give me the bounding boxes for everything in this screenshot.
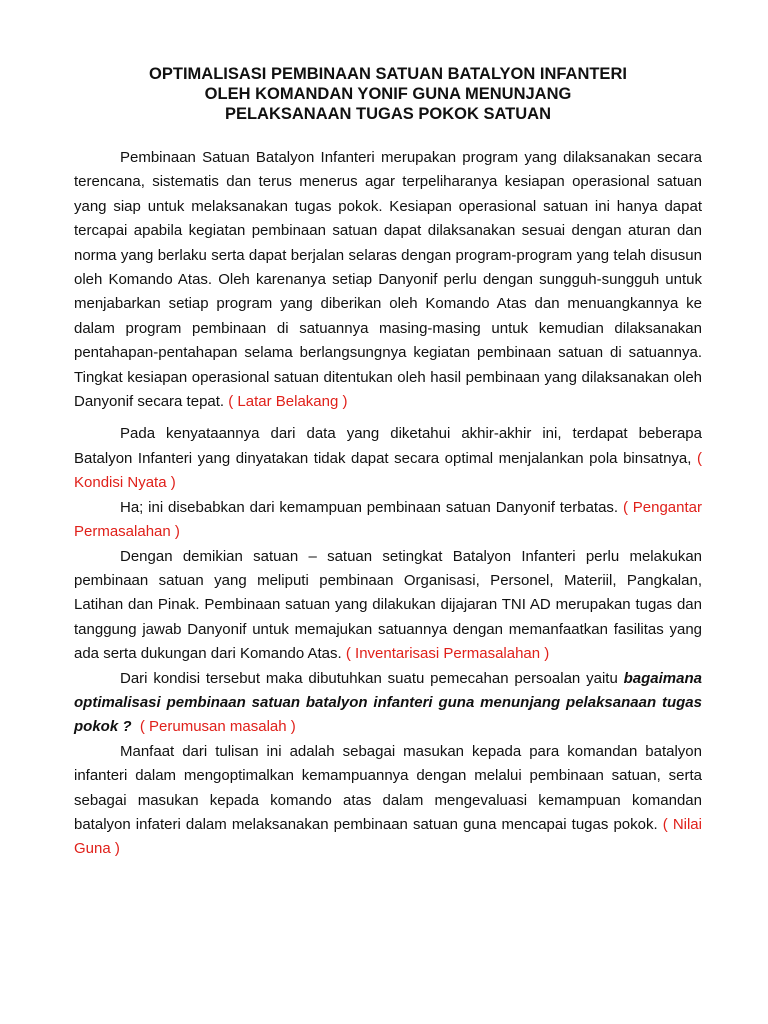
- paragraph-real-condition: [74, 422, 702, 495]
- title-line-1: OPTIMALISASI PEMBINAAN SATUAN BATALYON INFANTERI: [149, 65, 627, 83]
- paragraph-text: Pembinaan Satuan Batalyon Infanteri merupakan program yang dilaksanakan secara terencana, sistematis dan terus menerus agar terpeliharanya kesiapan operasional satuan yang siap untuk melaksanakan tugas pokok. Kesiapan operasional satuan ini hanya dapat tercapai apabila kegiatan pembinaan satuan dapat dilaksanakan sesuai dengan aturan dan norma yang berlaku serta dapat berjalan selaras dengan program-program yang telah disusun oleh Komando Atas. Oleh karenanya setiap Danyonif perlu dengan sungguh-sungguh untuk menjabarkan setiap program yang diberikan oleh Komando Atas dan menuangkannya ke dalam program pembinaan di satuannya masing-masing untuk kemudian dilaksanakan pentahapan-pentahapan selama berlangsungnya kegiatan pembinaan satuan di satuannya. Tingkat kesiapan operasional satuan ditentukan oleh hasil pembinaan yang dilaksanakan oleh Danyonif secara tepat.: [74, 149, 702, 411]
- paragraph-text: Ha; ini disebabkan dari kemampuan pembinaan satuan Danyonif terbatas.: [120, 498, 619, 516]
- title-line-2: OLEH KOMANDAN YONIF GUNA MENUNJANG: [204, 85, 572, 103]
- paragraph-background: [74, 146, 702, 414]
- paragraph-problem-formulation: [74, 667, 702, 740]
- annotation-kondisi-nyata: ( Kondisi Nyata ): [74, 449, 702, 492]
- paragraph-problem-intro: [74, 496, 702, 545]
- paragraph-text: Dari kondisi tersebut maka dibutuhkan suatu pemecahan persoalan yaitu: [120, 669, 618, 687]
- annotation-pengantar-permasalahan: ( Pengantar Permasalahan ): [74, 498, 702, 541]
- annotation-nilai-guna: ( Nilai Guna ): [74, 815, 702, 858]
- annotation-inventarisasi-permasalahan: ( Inventarisasi Permasalahan ): [345, 645, 550, 663]
- annotation-latar-belakang: ( Latar Belakang ): [228, 393, 348, 411]
- research-question: bagaimana optimalisasi pembinaan satuan batalyon infanteri guna menunjang pelaksanaan tugas pokok ?: [74, 669, 702, 736]
- annotation-perumusan-masalah: ( Perumusan masalah ): [139, 718, 296, 736]
- title-line-3: PELAKSANAAN TUGAS POKOK SATUAN: [224, 105, 552, 123]
- document-title: [74, 64, 702, 124]
- paragraph-benefit: [74, 740, 702, 862]
- paragraph-problem-inventory: [74, 545, 702, 667]
- paragraph-text: Manfaat dari tulisan ini adalah sebagai masukan kepada para komandan batalyon infanteri dalam mengoptimalkan kemampuannya dengan melalui pembinaan satuan, serta sebagai masukan kepada komando atas dalam mengevaluasi kemampuan komandan batalyon infateri dalam melaksanakan pembinaan satuan guna mencapai tugas pokok.: [74, 742, 702, 833]
- paragraph-text: Dengan demikian satuan – satuan setingkat Batalyon Infanteri perlu melakukan pembinaan satuan yang meliputi pembinaan Organisasi, Personel, Materiil, Pangkalan, Latihan dan Pinak. Pembinaan satuan yang dilakukan dijajaran TNI AD merupakan tugas dan tanggung jawab Danyonif untuk memajukan satuannya dengan memanfaatkan fasilitas yang ada serta dukungan dari Komando Atas.: [74, 547, 702, 663]
- document-page: [74, 64, 702, 862]
- paragraph-text: Pada kenyataannya dari data yang diketahui akhir-akhir ini, terdapat beberapa Batalyon Infanteri yang dinyatakan tidak dapat secara optimal menjalankan pola binsatnya,: [74, 425, 702, 467]
